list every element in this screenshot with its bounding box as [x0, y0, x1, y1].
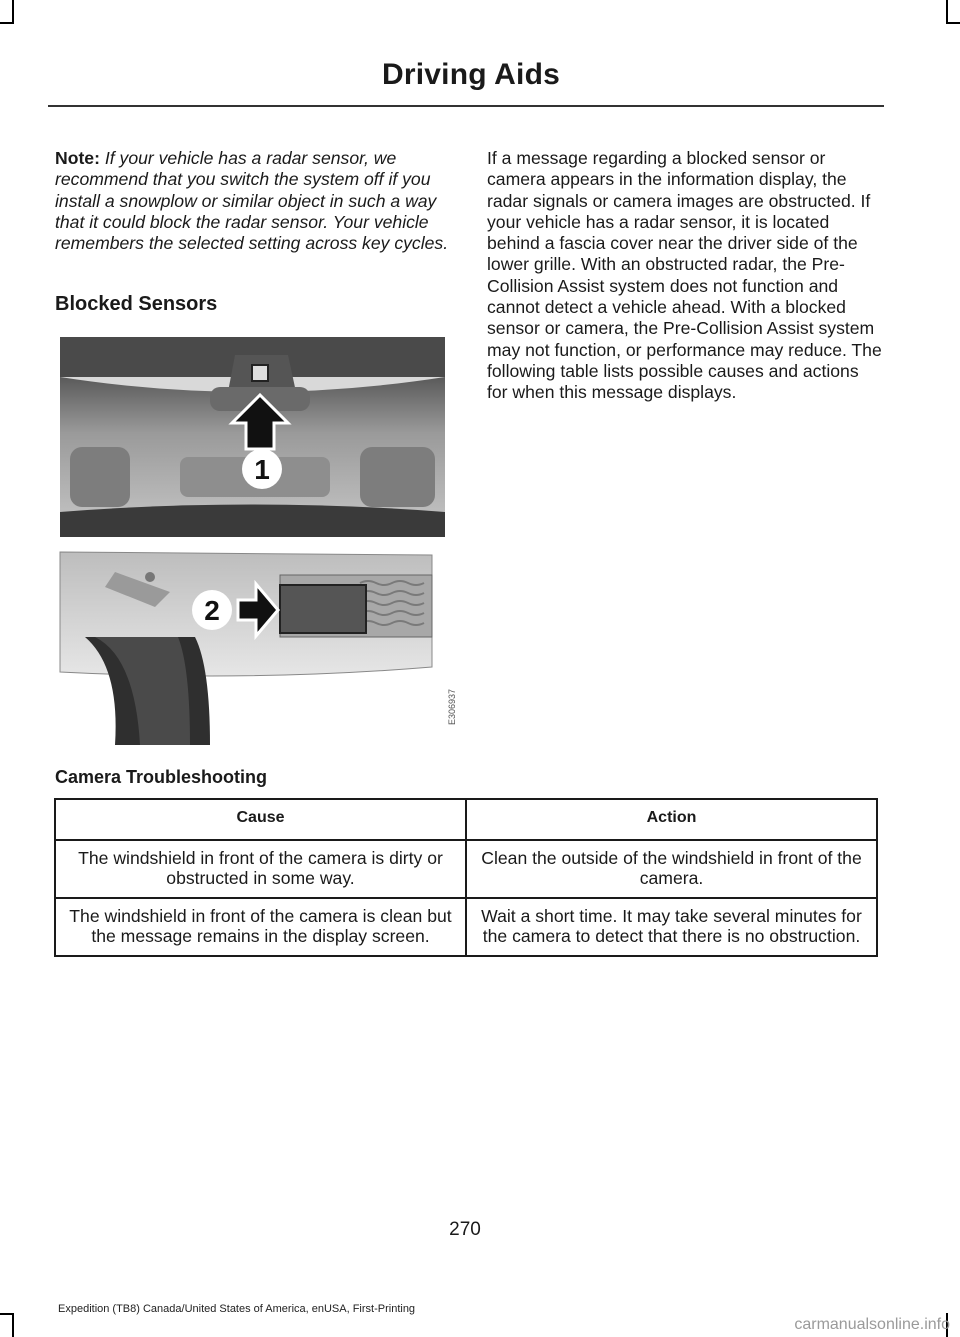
- right-column: [487, 148, 882, 404]
- cause-cell: The windshield in front of the camera is clean but the message remains in the display screen.: [55, 898, 466, 956]
- blocked-sensor-paragraph: If a message regarding a blocked sensor or camera appears in the information display, the radar signals or camera images are obstructed. If your vehicle has a radar sensor, it is located behind a fascia cover near the driver side of the lower grille. With an obstructed radar, the Pre-Collision Assist system does not function and cannot detect a vehicle ahead. With a blocked sensor or camera, the Pre-Collision Assist system may not function, or performance may reduce. The following table lists possible causes and actions for when this message displays.: [487, 148, 882, 403]
- table-heading: Camera Troubleshooting: [55, 767, 268, 787]
- crop-mark-top-right: [946, 0, 948, 24]
- crop-mark-top-left-h: [0, 22, 14, 24]
- crop-mark-bottom-left: [12, 1313, 14, 1337]
- publication-footer: Expedition (TB8) Canada/United States of America, enUSA, First-Printing: [58, 1303, 416, 1315]
- header-divider: [48, 105, 884, 107]
- note-text: If your vehicle has a radar sensor, we recommend that you switch the system off if you install a snowplow or similar object in such a way that it could block the radar sensor. Your vehicle remembers the selected setting across key cycles.: [55, 148, 449, 254]
- camera-troubleshooting-table: [54, 798, 878, 957]
- callout-1: 1: [254, 454, 270, 485]
- crop-mark-top-left: [12, 0, 14, 24]
- crop-mark-top-right-h: [946, 22, 960, 24]
- table-row: [55, 898, 877, 956]
- left-column: [55, 148, 450, 254]
- note-label: Note:: [55, 148, 100, 168]
- page-number: 270: [449, 1219, 481, 1240]
- watermark-link[interactable]: carmanualsonline.info: [794, 1316, 950, 1333]
- page-title: Driving Aids: [382, 58, 560, 91]
- action-cell: Wait a short time. It may take several minutes for the camera to detect that there is no obstruction.: [466, 898, 877, 956]
- action-cell: Clean the outside of the windshield in front of the camera.: [466, 840, 877, 898]
- column-header-action: Action: [466, 799, 877, 840]
- section-heading: Blocked Sensors: [55, 293, 218, 315]
- front-grille-radar-panel: [60, 547, 445, 745]
- sensor-illustration: [60, 337, 457, 745]
- column-header-cause: Cause: [55, 799, 466, 840]
- table-row: [55, 840, 877, 898]
- callout-2: 2: [204, 595, 220, 626]
- figure-reference-code: E306937: [447, 688, 457, 725]
- cause-cell: The windshield in front of the camera is dirty or obstructed in some way.: [55, 840, 466, 898]
- crop-mark-bottom-left-h: [0, 1313, 14, 1315]
- table-header-row: [55, 799, 877, 840]
- note-paragraph: [55, 148, 450, 254]
- sensor-location-figure: [60, 337, 457, 745]
